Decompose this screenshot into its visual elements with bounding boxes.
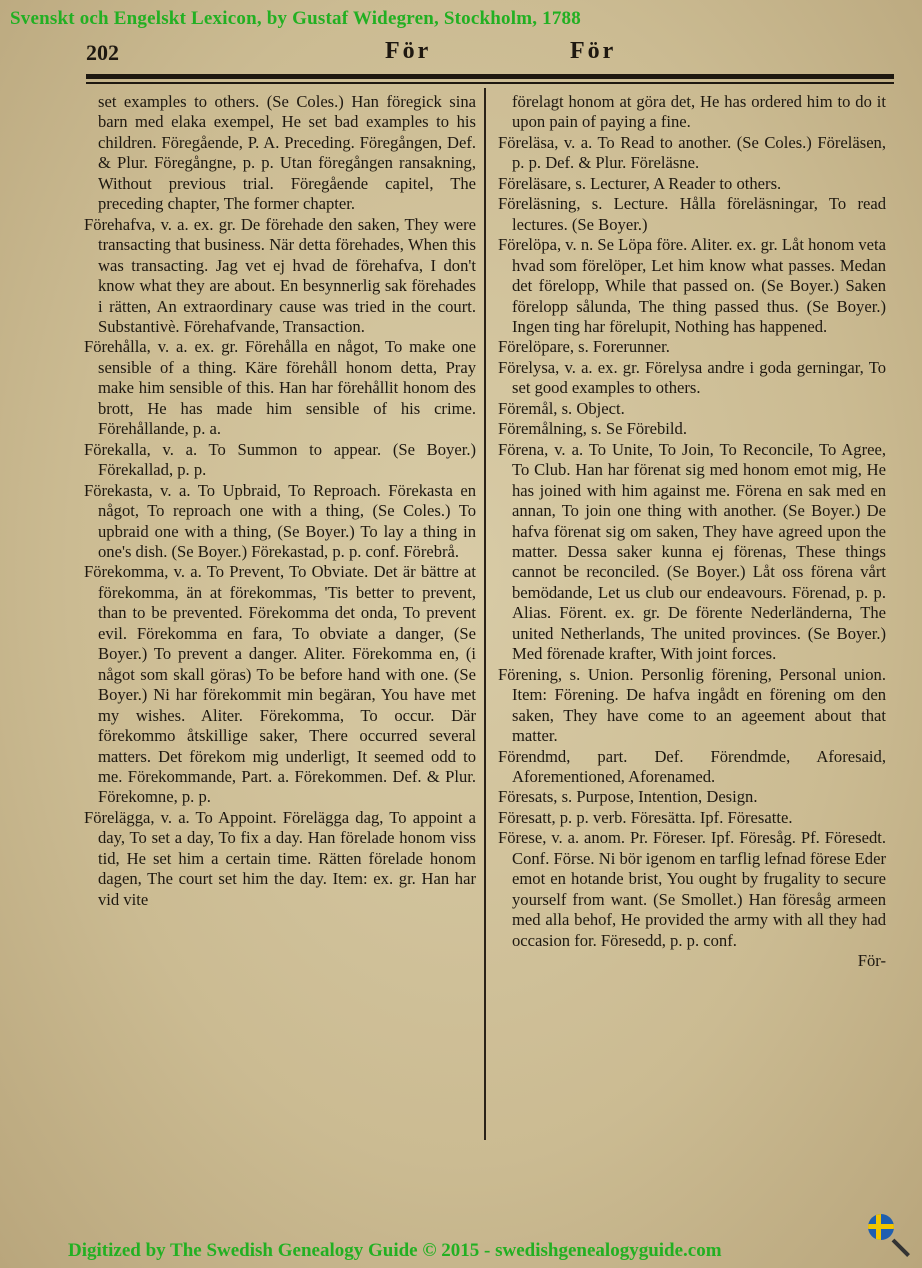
dictionary-entry: Förelysa, v. a. ex. gr. Förelysa andre i goda gerningar, To set good examples to others.	[498, 357, 886, 398]
dictionary-entry: Föremål, s. Object.	[498, 398, 625, 418]
column-divider	[484, 88, 486, 1140]
dictionary-entry: Föresatt, p. p. verb. Föresätta. Ipf. Föresatte.	[498, 807, 793, 827]
dictionary-entry: Förekasta, v. a. To Upbraid, To Reproach. Förekasta en något, To reproach one with a thing, (Se Coles.) To upbraid one with a thing, (Se Boyer.) To lay a thing in one's dish. (Se Boyer.) Förekastad, p. p. conf. Förebrå.	[84, 480, 476, 561]
dictionary-entry: Föresats, s. Purpose, Intention, Design.	[498, 787, 758, 807]
dictionary-entry: Förehafva, v. a. ex. gr. De förehade den saken, They were transacting that business. När detta förehades, When this was transacting. Jag vet ej hvad de förehafva, I don't know what they are about. En besynnerlig sak förehades i rätten, An extraordinary cause was tried in the court. Substantivè. Förehafvande, Transaction.	[84, 214, 476, 336]
dictionary-entry: Föreläsa, v. a. To Read to another. (Se Coles.) Föreläsen, p. p. Def. & Plur. Föreläsne.	[498, 132, 886, 173]
dictionary-entry: Föreläsning, s. Lecture. Hålla föreläsningar, To read lectures. (Se Boyer.)	[498, 194, 886, 234]
dictionary-entry: Förelöpa, v. n. Se Löpa före. Aliter. ex. gr. Låt honom veta hvad som förelöper, Let him know what passes. Medan det förelopp, While that passed on. (Se Boyer.) Saken förelopp sålunda, The thing passed thus. (Se Boyer.) Ingen ting har förelupit, Nothing has happened.	[498, 235, 886, 336]
dictionary-entry: Förelöpare, s. Forerunner.	[498, 337, 670, 357]
magnifier-icon	[892, 1239, 910, 1257]
dictionary-entry: Förendmd, part. Def. Förendmde, Aforesaid, Aforementioned, Aforenamed.	[498, 746, 886, 786]
running-head-left: För	[385, 38, 432, 64]
swedish-flag-icon	[868, 1214, 894, 1240]
catchword: För-	[857, 951, 886, 971]
dictionary-entry: set examples to others. (Se Coles.) Han föregick sina barn med elaka exempel, He set bad examples to his children. Föregående, P. A. Preceding. Föregången, Def. & Plur. Föregångne, p. p. Utan föregången ransakning, Without previous trial. Föregående capitel, The preceding chapter, The former chapter.	[98, 92, 476, 214]
dictionary-entry: Förekalla, v. a. To Summon to appear. (Se Boyer.) Förekallad, p. p.	[84, 439, 476, 480]
digitization-title: Svenskt och Engelskt Lexicon, by Gustaf Widegren, Stockholm, 1788	[10, 8, 581, 29]
dictionary-entry: Föremålning, s. Se Förebild.	[498, 419, 687, 439]
digitization-credit: Digitized by The Swedish Genealogy Guide © 2015 - swedishgenealogyguide.com	[68, 1240, 722, 1261]
running-head-right: För	[570, 38, 617, 64]
dictionary-entry: Förekomma, v. a. To Prevent, To Obviate. Det är bättre at förekomma, än at förekommas, 'Tis better to prevent, than to be prevented. Förekomma det onda, To prevent evil. Förekomma en fara, To obviate a danger, (Se Boyer.) To prevent a danger. Aliter. Förekomma en, (i något som skall göras) To be before hand with one. (Se Boyer.) Ni har förekommit min begäran, You have met my wishes. Aliter. Förekomma, To occur. Där förekommo åtskillige saker, There occurred several matters. Det förekom mig underligt, It seemed odd to me. Förekommande, Part. a. Förekommen. Def. & Plur. Förekomne, p. p.	[84, 562, 476, 807]
dictionary-entry: Förena, v. a. To Unite, To Join, To Reconcile, To Agree, To Club. Han har förenat sig med honom emot mig, He has joined with him against me. Förena en sak med en annan, To join one thing with another. (Se Boyer.) De hafva förenat sig om saken, They have agreed upon the matter. Dessa saker kunna ej förenas, These things cannot be reconciled. (Se Boyer.) Låt oss förena vårt bemödande, Let us club our endeavours. Förenad, p. p. Alias. Förent. ex. gr. De förente Nederländerna, The united Netherlands, The united provinces. (Se Boyer.) Med förenade krafter, With joint forces.	[498, 439, 886, 664]
left-column	[84, 92, 476, 910]
dictionary-entry: Förening, s. Union. Personlig förening, Personal union. Item: Förening. De hafva ingådt en förening om den saken, They have come to an ageement about that matter.	[498, 664, 886, 746]
page-number: 202	[86, 40, 119, 65]
header-rule-thin	[86, 82, 894, 84]
right-column	[498, 92, 886, 971]
dictionary-entry: Förese, v. a. anom. Pr. Föreser. Ipf. Föresåg. Pf. Föresedt. Conf. Försе. Ni bör igenom en tarflig lefnad förese Eder emot en hotande brist, You ought by frugality to secure yourself from want. (Se Smollet.) Han föresåg armeen med alla behof, He provided the army with all they had occasion for. Föresedd, p. p. conf.	[498, 828, 886, 950]
dictionary-entry: Föreläsare, s. Lecturer, A Reader to others.	[498, 173, 782, 193]
dictionary-entry: Förehålla, v. a. ex. gr. Förehålla en något, To make one sensible of a thing. Käre förehåll honom detta, Pray make him sensible of this. Han har förehållit honom des brott, He has made him sensible of his crime. Förehållande, p. a.	[84, 337, 476, 439]
dictionary-entry: Förelägga, v. a. To Appoint. Förelägga dag, To appoint a day, To set a day, To fix a day. Han förelade honom viss tid, He set him a certain time. Rätten förelade honom dagen, The court set him the day. Item: ex. gr. Han har vid vite	[84, 807, 476, 909]
header-rule-thick	[86, 74, 894, 79]
dictionary-entry: förelagt honom at göra det, He has ordered him to do it upon pain of paying a fine.	[512, 92, 886, 132]
